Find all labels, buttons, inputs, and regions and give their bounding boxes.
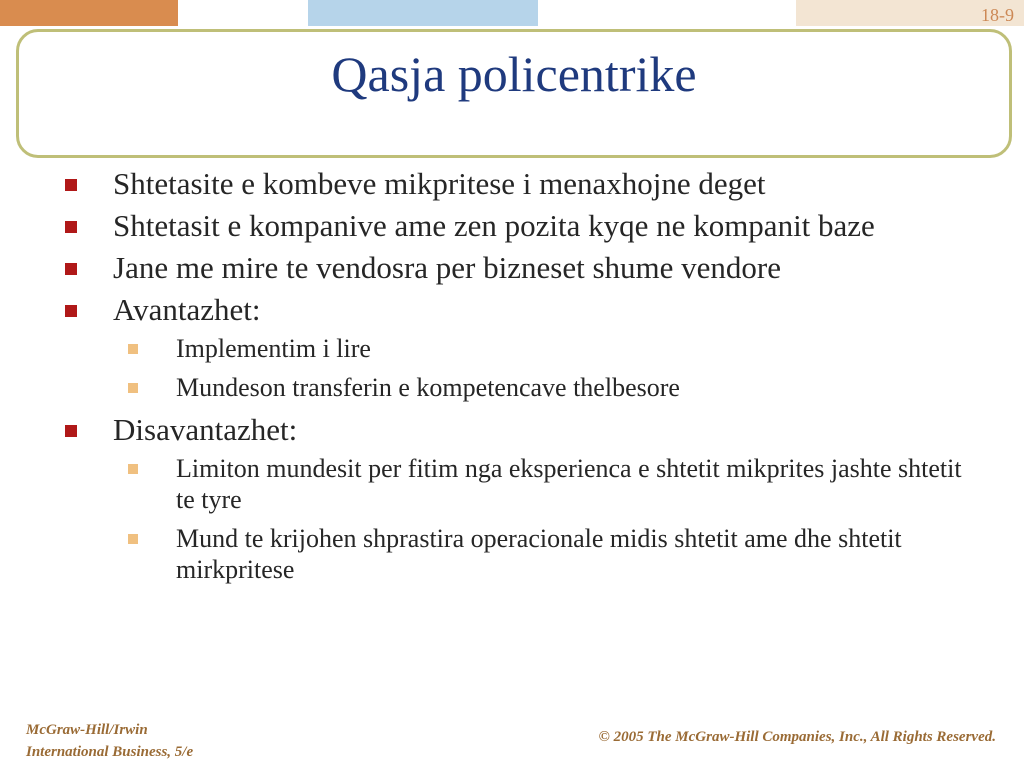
sub-bullet-item	[62, 523, 982, 585]
bullet-item	[62, 165, 982, 202]
square-bullet-icon	[65, 425, 77, 437]
footer-publisher: McGraw-Hill/Irwin	[26, 722, 148, 738]
bullet-item-avantazhet	[62, 291, 982, 328]
sub-bullet-text: Implementim i lire	[176, 334, 371, 363]
bullet-item	[62, 249, 982, 286]
square-bullet-icon	[65, 263, 77, 275]
square-sub-bullet-icon	[128, 464, 138, 474]
sub-bullet-item	[62, 333, 982, 364]
bullet-text: Shtetasit e kompanive ame zen pozita kyqe ne kompanit baze	[113, 208, 875, 243]
sub-bullet-text: Limiton mundesit per fitim nga eksperienca e shtetit mikprites jashte shtetit te tyre	[176, 454, 962, 514]
bullet-item	[62, 207, 982, 244]
square-bullet-icon	[65, 305, 77, 317]
header-band-orange	[0, 0, 178, 26]
square-bullet-icon	[65, 221, 77, 233]
square-sub-bullet-icon	[128, 383, 138, 393]
square-sub-bullet-icon	[128, 344, 138, 354]
sub-bullet-text: Mundeson transferin e kompetencave thelbesore	[176, 373, 680, 402]
footer-book: International Business, 5/e	[26, 744, 194, 760]
sub-bullet-item	[62, 453, 982, 515]
bullet-item-disavantazhet	[62, 411, 982, 448]
header-band-blue	[308, 0, 538, 26]
bullet-text: Disavantazhet:	[113, 412, 298, 447]
bullet-text: Shtetasite e kombeve mikpritese i menaxhojne deget	[113, 166, 766, 201]
footer-left	[26, 719, 193, 763]
slide-title: Qasja policentrike	[331, 46, 697, 102]
sub-bullet-text: Mund te krijohen shprastira operacionale midis shtetit ame dhe shtetit mirkpritese	[176, 524, 902, 584]
sub-bullet-item	[62, 372, 982, 403]
bullet-text: Jane me mire te vendosra per bizneset shume vendore	[113, 250, 781, 285]
square-sub-bullet-icon	[128, 534, 138, 544]
square-bullet-icon	[65, 179, 77, 191]
bullet-list	[62, 165, 982, 593]
footer-copyright: © 2005 The McGraw-Hill Companies, Inc., All Rights Reserved.	[598, 729, 996, 745]
title-box	[16, 29, 1012, 158]
slide-number: 18-9	[981, 5, 1014, 25]
bullet-text: Avantazhet:	[113, 292, 261, 327]
